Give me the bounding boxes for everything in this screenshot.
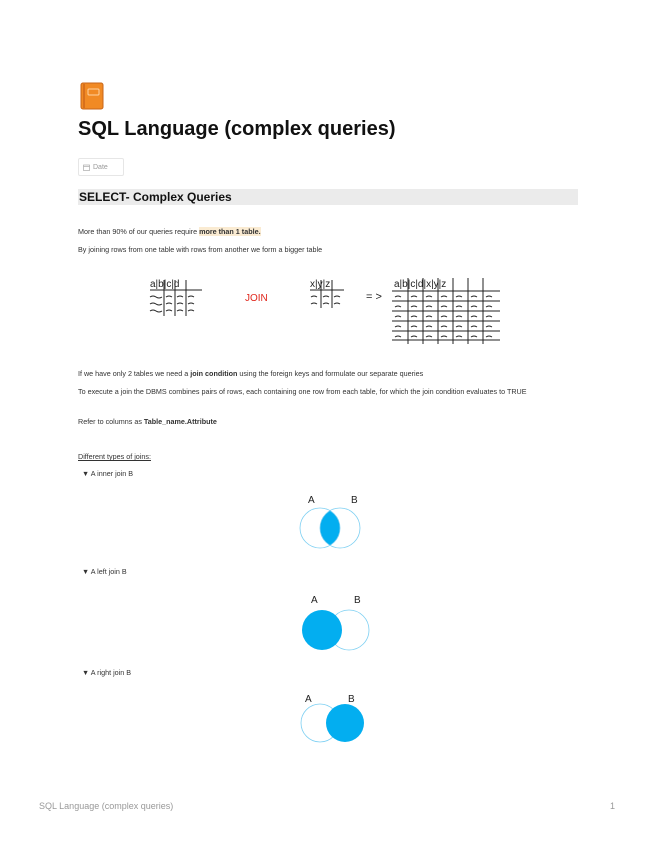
result-table-header: a|b|c|d|x|y|z [394, 279, 447, 290]
toggle-inner-join[interactable]: ▼ A inner join B [82, 469, 134, 478]
join-label: JOIN [245, 293, 268, 304]
venn-inner-join [290, 490, 380, 552]
paragraph-text: If we have only 2 tables we need a [78, 369, 191, 378]
venn-label-a: A [311, 595, 318, 606]
venn-label-b: B [351, 495, 358, 506]
venn-label-a: A [308, 495, 315, 506]
toggle-left-join[interactable]: ▼ A left join B [82, 567, 127, 576]
venn-circle-a [302, 610, 342, 650]
join-sketch [140, 272, 510, 348]
paragraph-joining-rows: By joining rows from one table with rows from another we form a bigger table [78, 245, 323, 254]
right-table-header: x|y|z [310, 279, 331, 290]
venn-label-b: B [348, 694, 355, 705]
paragraph-text: Refer to columns as [78, 417, 144, 426]
venn-left-join [290, 590, 380, 654]
bold-text: join condition [190, 369, 238, 378]
left-table-header: a|b|c|d [150, 279, 180, 290]
section-heading: SELECT- Complex Queries [78, 189, 578, 205]
calendar-icon [83, 164, 90, 171]
highlighted-text: more than 1 table. [199, 227, 261, 236]
date-property[interactable] [78, 158, 124, 176]
book-icon [80, 82, 104, 110]
venn-right-join [290, 690, 380, 746]
arrow-label: = > [366, 291, 382, 303]
paragraph-refer-columns [78, 417, 217, 426]
paragraph-dbms-join: To execute a join the DBMS combines pairs of rows, each containing one row from each table, for which the join condition evaluates to TRUE [78, 387, 527, 396]
paragraph-text: using the foreign keys and formulate our separate queries [237, 369, 424, 378]
paragraph-more-tables [78, 227, 261, 236]
date-property-label: Date [93, 163, 108, 171]
venn-label-a: A [305, 694, 312, 705]
paragraph-text: More than 90% of our queries require [78, 227, 200, 236]
venn-circle-b [326, 704, 364, 742]
joins-heading: Different types of joins: [78, 452, 151, 461]
toggle-right-join[interactable]: ▼ A right join B [82, 668, 132, 677]
bold-text: Table_name.Attribute [143, 417, 217, 426]
page-title: SQL Language (complex queries) [78, 118, 396, 140]
venn-label-b: B [354, 595, 361, 606]
footer-title: SQL Language (complex queries) [39, 801, 174, 811]
footer-page-number: 1 [610, 801, 616, 811]
paragraph-join-condition [78, 369, 423, 378]
